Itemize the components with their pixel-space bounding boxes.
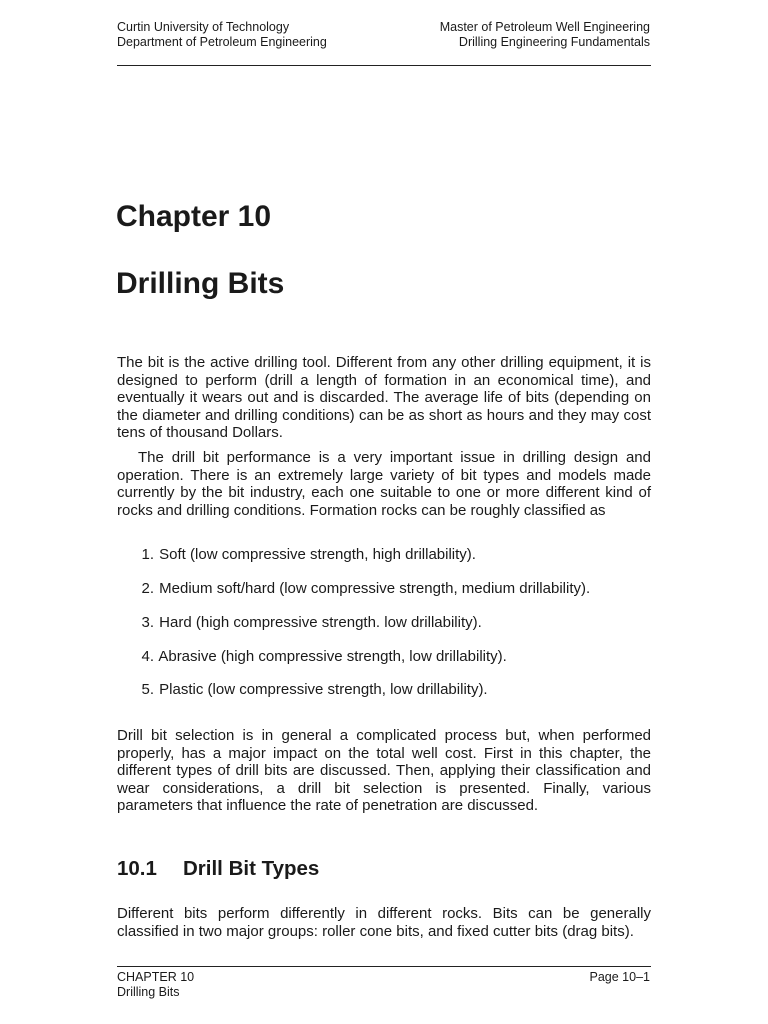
chapter-title: Drilling Bits — [116, 267, 285, 300]
page-number: Page 10–1 — [589, 970, 650, 984]
section-number: 10.1 — [117, 857, 157, 880]
section-title: Drill Bit Types — [183, 857, 320, 880]
list-item-text: Medium soft/hard (low compressive strength, medium drillability). — [159, 580, 591, 597]
intro-paragraph: The bit is the active drilling tool. Different from any other drilling equipment, it is designed to perform (drill a length of formation in an economical time), and eventually it wears out and is discarded. The average life of bits (depending on the diameter and drilling conditions) can be as short as hours and they may cost tens of thousand Dollars. — [117, 354, 651, 441]
list-item — [117, 546, 476, 564]
running-footer-left — [117, 970, 194, 1000]
list-item-number: 4. — [141, 648, 154, 665]
list-item-number: 1. — [141, 546, 154, 563]
list-item-number: 2. — [141, 580, 154, 597]
list-item-number: 3. — [141, 614, 154, 631]
list-item-text: Soft (low compressive strength, high drillability). — [159, 546, 476, 563]
list-item-number: 5. — [141, 681, 154, 698]
header-unit: Drilling Engineering Fundamentals — [458, 35, 650, 49]
header-institution: Curtin University of Technology — [117, 20, 290, 34]
list-item-text: Abrasive (high compressive strength, low drillability). — [158, 648, 507, 665]
list-item — [117, 580, 590, 598]
bit-types-paragraph: Different bits perform differently in different rocks. Bits can be generally classified in two major groups: roller cone bits, and fixed cutter bits (drag bits). — [117, 905, 651, 940]
list-item-text: Plastic (low compressive strength, low drillability). — [159, 681, 488, 698]
chapter-number: Chapter 10 — [116, 200, 272, 233]
list-item-text: Hard (high compressive strength. low drillability). — [159, 614, 482, 631]
header-department: Department of Petroleum Engineering — [117, 35, 327, 49]
header-course: Master of Petroleum Well Engineering — [439, 20, 650, 34]
footer-chapter: CHAPTER 10 — [117, 970, 195, 984]
section-heading — [117, 856, 319, 882]
list-item — [117, 681, 488, 699]
footer-chapter-title: Drilling Bits — [117, 985, 180, 999]
running-header-right — [440, 20, 650, 50]
list-item — [117, 648, 507, 666]
header-rule — [117, 65, 651, 66]
performance-paragraph: The drill bit performance is a very important issue in drilling design and operation. There is an extremely large variety of bit types and models made currently by the bit industry, each one suitable to one or more different kind of rocks and drilling conditions. Formation rocks can be roughly classified as — [117, 449, 651, 519]
selection-paragraph: Drill bit selection is in general a complicated process but, when performed properly, has a major impact on the total well cost. First in this chapter, the different types of drill bits are discussed. Then, applying their classification and wear considerations, a drill bit selection is presented. Finally, various parameters that influence the rate of penetration are discussed. — [117, 727, 651, 814]
footer-rule — [117, 966, 651, 967]
running-header-left — [117, 20, 327, 50]
list-item — [117, 614, 482, 632]
